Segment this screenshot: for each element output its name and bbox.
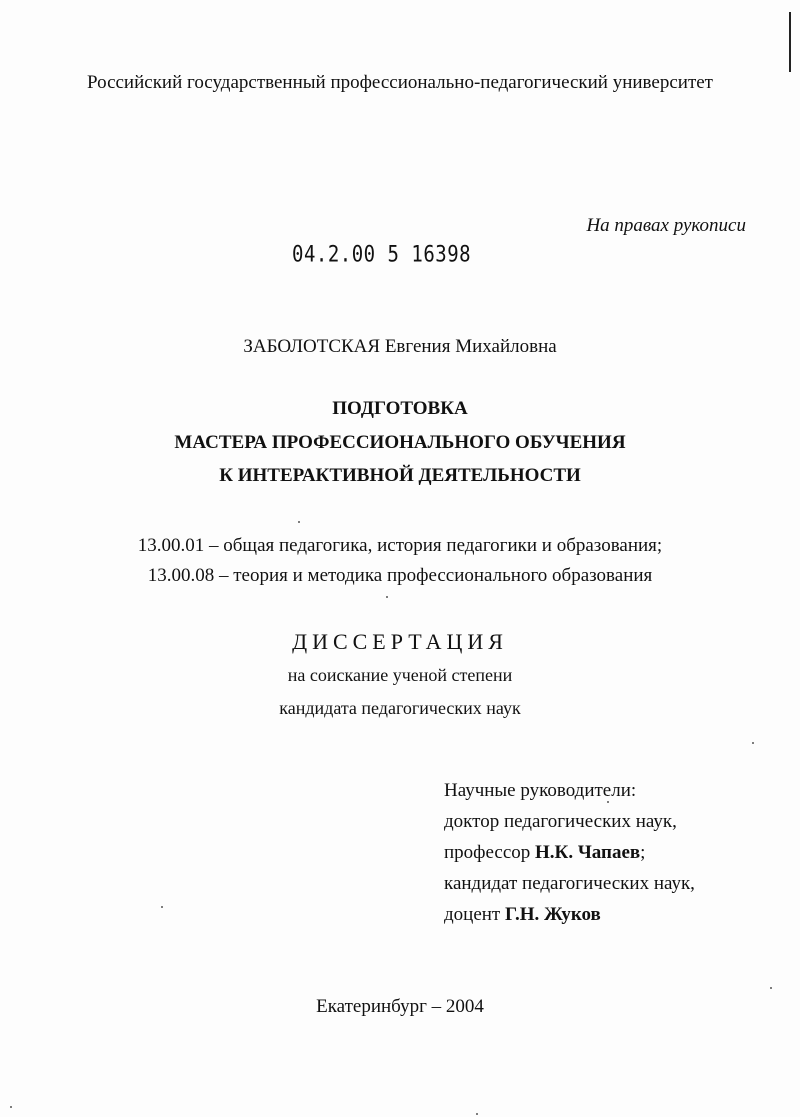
advisors-heading: Научные руководители: xyxy=(444,780,637,801)
scan-speck xyxy=(607,801,609,803)
specialty-1: 13.00.01 – общая педагогика, история педагогики и образования; xyxy=(137,535,663,556)
document-type: ДИССЕРТАЦИЯ xyxy=(292,629,508,654)
advisor-2-line xyxy=(444,899,695,930)
scan-speck xyxy=(770,987,772,989)
advisor-1-degree: доктор педагогических наук, xyxy=(444,811,677,832)
specialty-2: 13.00.08 – теория и методика профессионального образования xyxy=(147,565,653,586)
degree-line-2: кандидата педагогических наук xyxy=(279,698,521,718)
scan-speck xyxy=(752,742,754,744)
scan-speck xyxy=(386,596,388,598)
advisor-1-line xyxy=(444,837,695,868)
title-line-3: К ИНТЕРАКТИВНОЙ ДЕЯТЕЛЬНОСТИ xyxy=(219,465,581,486)
advisor-2-title: доцент xyxy=(444,904,501,925)
degree-line-1: на соискание ученой степени xyxy=(287,665,513,685)
city-year: Екатеринбург – 2004 xyxy=(316,996,484,1017)
advisor-1-separator: ; xyxy=(640,842,646,863)
manuscript-note: На правах рукописи xyxy=(586,215,746,236)
university-name: Российский государственный профессионально-педагогический университет xyxy=(87,72,713,93)
scan-edge-mark xyxy=(789,12,791,72)
title-line-1: ПОДГОТОВКА xyxy=(332,398,468,419)
advisor-1-title: профессор xyxy=(444,842,531,863)
library-stamp-number: 04.2.00 5 16398 xyxy=(292,242,472,268)
scan-speck xyxy=(476,1113,478,1115)
scan-speck xyxy=(161,906,163,908)
advisor-1-name: Н.К. Чапаев xyxy=(535,842,641,863)
advisor-2-degree: кандидат педагогических наук, xyxy=(444,873,695,894)
author-name: ЗАБОЛОТСКАЯ Евгения Михайловна xyxy=(243,336,557,357)
scan-speck xyxy=(298,521,300,523)
scan-speck xyxy=(10,1106,12,1108)
advisor-2-name: Г.Н. Жуков xyxy=(505,904,601,925)
advisors-block xyxy=(444,775,695,930)
title-line-2: МАСТЕРА ПРОФЕССИОНАЛЬНОГО ОБУЧЕНИЯ xyxy=(174,432,626,453)
